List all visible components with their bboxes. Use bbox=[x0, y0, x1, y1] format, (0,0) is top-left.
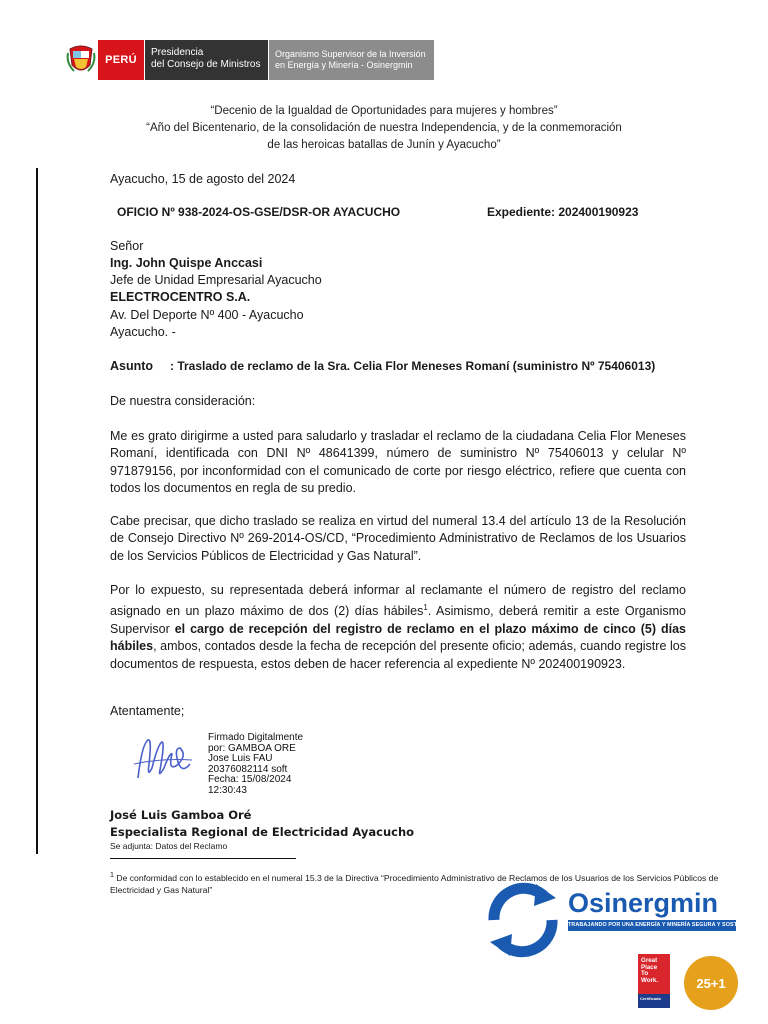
peru-label: PERÚ bbox=[98, 40, 144, 80]
p3-part-a: Por lo expuesto, su representada deberá informar al reclamante el número de registro del reclamo asignado en un plazo máximo de dos (2) días hábiles bbox=[110, 583, 686, 619]
osinergmin-tagline: TRABAJANDO POR UNA ENERGÍA Y MINERÍA SEGURA Y SOSTENIBLE bbox=[568, 920, 736, 931]
signer-role: Especialista Regional de Electricidad Ayacucho bbox=[110, 825, 415, 839]
decenio-heading bbox=[0, 103, 768, 154]
pcm-line2: del Consejo de Ministros bbox=[151, 59, 261, 70]
gptw-cert: Certificada bbox=[638, 994, 670, 1008]
coat-of-arms-icon bbox=[64, 40, 98, 80]
gptw-word1: Great bbox=[641, 957, 658, 964]
salutation: Señor bbox=[110, 239, 144, 253]
recipient-title: Jefe de Unidad Empresarial Ayacucho bbox=[110, 273, 322, 287]
recipient-company: ELECTROCENTRO S.A. bbox=[110, 290, 251, 304]
asunto-label: Asunto bbox=[110, 359, 154, 373]
sig-line3: Jose Luis FAU bbox=[208, 753, 273, 765]
osg-line1: Organismo Supervisor de la Inversión bbox=[275, 49, 426, 59]
sig-line4: 20376082114 soft bbox=[208, 763, 288, 775]
osinergmin-wordmark: Osinergmin bbox=[568, 888, 719, 918]
sig-line6: 12:30:43 bbox=[208, 784, 247, 796]
asunto-text: : Traslado de reclamo de la Sra. Celia Flor Meneses Romaní (suministro Nº 75406013) bbox=[170, 359, 656, 373]
pcm-label bbox=[144, 40, 268, 80]
closing: Atentamente; bbox=[110, 704, 185, 718]
decenio-line1: “Decenio de la Igualdad de Oportunidades para mujeres y hombres” bbox=[210, 105, 558, 117]
p3-part-c: , ambos, contados desde la fecha de recepción del presente oficio; además, cuando registre los documentos de respuesta, estos deben de hacer referencia al expediente Nº 202400190923. bbox=[110, 639, 686, 671]
paragraph-2: Cabe precisar, que dicho traslado se realiza en virtud del numeral 13.4 del artículo 13 de la Resolución de Consejo Directivo Nº 269-2014-OS/CD, “Procedimiento Administrativo de Reclamos de los Usuarios de los Servicios Públicos de Electricidad y Gas Natural”. bbox=[110, 514, 686, 563]
osinergmin-logo-icon bbox=[482, 880, 564, 960]
digital-signature-stamp bbox=[208, 733, 303, 797]
recipient-name: Ing. John Quispe Anccasi bbox=[110, 256, 263, 270]
expediente-number: Expediente: 202400190923 bbox=[487, 205, 639, 219]
anniversary-medal bbox=[684, 956, 738, 1010]
great-place-to-work-badge bbox=[638, 954, 670, 1008]
government-header bbox=[64, 40, 434, 80]
recipient-city: Ayacucho. - bbox=[110, 325, 176, 339]
osg-line2: en Energía y Minería - Osinergmin bbox=[275, 60, 413, 70]
footnote-number: 1 bbox=[110, 871, 114, 879]
sig-line5: Fecha: 15/08/2024 bbox=[208, 774, 292, 786]
letter-date: Ayacucho, 15 de agosto del 2024 bbox=[110, 172, 296, 186]
paragraph-3 bbox=[110, 582, 686, 673]
sig-line1: Firmado Digitalmente bbox=[208, 732, 304, 743]
sig-line2: por: GAMBOA ORE bbox=[208, 742, 296, 754]
gptw-word3: To bbox=[641, 970, 649, 978]
footnote-ref: 1 bbox=[423, 603, 428, 613]
decenio-line2: “Año del Bicentenario, de la consolidación de nuestra Independencia, y de la conmemoración bbox=[146, 122, 622, 134]
attachment-note: Se adjunta: Datos del Reclamo bbox=[110, 841, 228, 851]
gptw-word4: Work. bbox=[641, 976, 659, 984]
handwritten-signature bbox=[132, 734, 196, 784]
footnote-text: De conformidad con lo establecido en el numeral 15.3 de la Directiva “Procedimiento Administrativo de Reclamos de los Usuarios de los Servicios Públicos de Electricidad y Gas Natural” bbox=[110, 872, 719, 896]
margin-line bbox=[36, 168, 38, 854]
osinergmin-label bbox=[268, 40, 434, 80]
footnote-rule bbox=[110, 858, 296, 859]
signer-name: José Luis Gamboa Oré bbox=[110, 808, 252, 822]
medal-text: 25+1 bbox=[696, 975, 726, 991]
paragraph-1: Me es grato dirigirme a usted para saludarlo y trasladar el reclamo de la ciudadana Celia Flor Meneses Romaní, identificada con DNI Nº 48641399, número de suministro Nº 75406013 y celular Nº 971879156, por inconformidad con el comunicado de corte por riesgo eléctrico, refiere que cuenta con todos los documentos en regla de su predio. bbox=[110, 429, 686, 496]
pcm-line1: Presidencia bbox=[151, 47, 204, 58]
p3-bold: el cargo de recepción del registro de reclamo en el plazo máximo de cinco (5) días hábiles bbox=[110, 621, 686, 654]
decenio-line3: de las heroicas batallas de Junín y Ayacucho” bbox=[267, 139, 501, 151]
recipient-address: Av. Del Deporte Nº 400 - Ayacucho bbox=[110, 308, 304, 322]
p3-part-b: . Asimismo, deberá remitir a este Organismo Supervisor bbox=[110, 604, 686, 636]
greeting: De nuestra consideración: bbox=[110, 394, 256, 408]
gptw-word2: Place bbox=[641, 963, 658, 971]
oficio-number: OFICIO Nº 938-2024-OS-GSE/DSR-OR AYACUCHO bbox=[117, 205, 401, 219]
